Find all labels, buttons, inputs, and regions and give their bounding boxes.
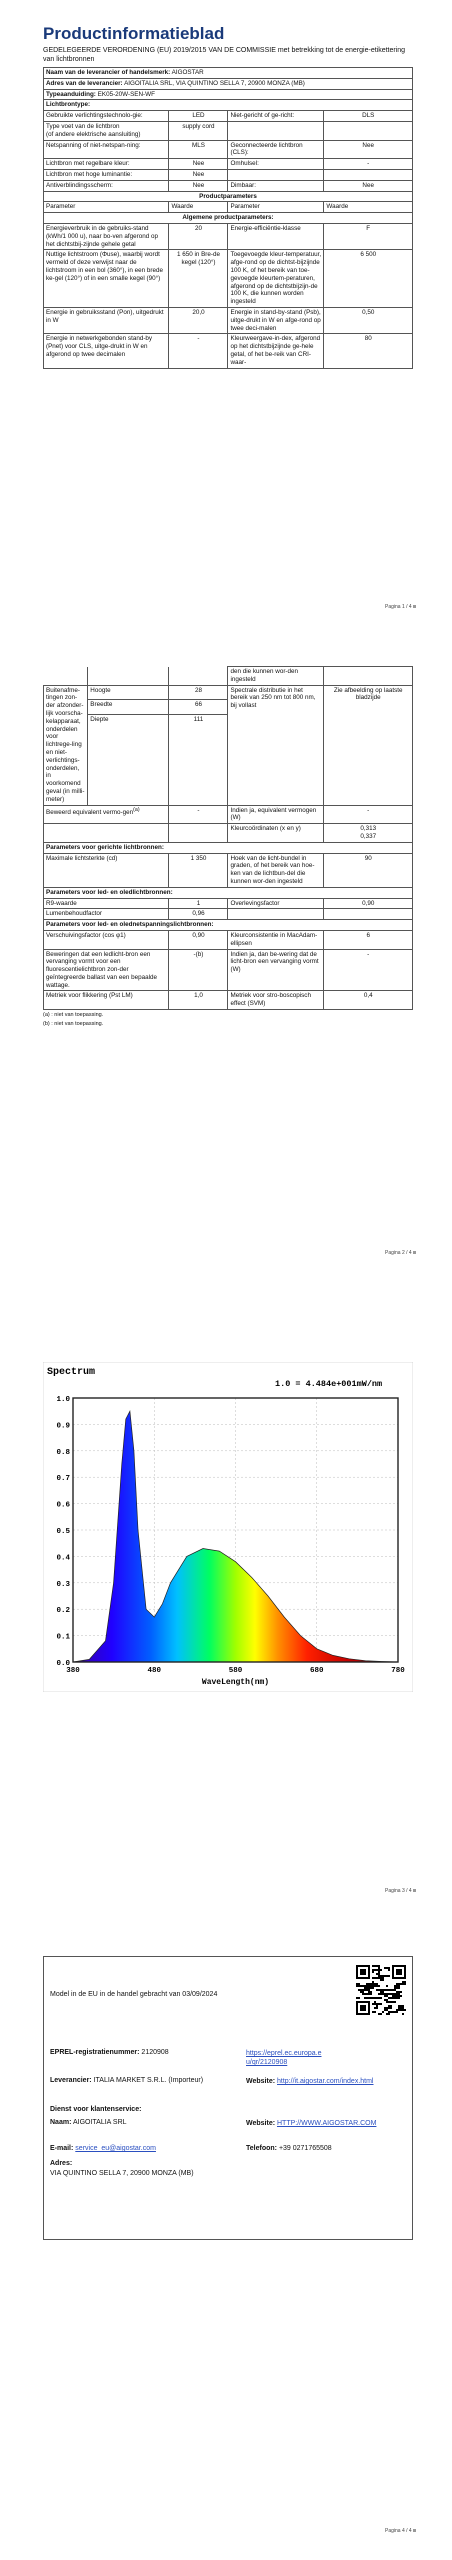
- qr-module: [360, 2005, 366, 2011]
- qr-module: [366, 1983, 368, 1985]
- qr-module: [378, 1967, 380, 1969]
- qr-module: [368, 1997, 370, 1999]
- dot-icon: [413, 605, 416, 608]
- qr-module: [386, 2009, 388, 2011]
- qr-module: [394, 2001, 396, 2003]
- qr-module: [394, 1997, 396, 1999]
- qr-module: [358, 1985, 360, 1987]
- qr-module: [378, 1965, 380, 1967]
- qr-module: [400, 1983, 402, 1985]
- qr-module: [382, 2011, 384, 2013]
- table-row: den die kunnen wor-den ingesteld: [44, 667, 413, 686]
- qr-module: [368, 1993, 370, 1995]
- x-tick-label: 380: [66, 1667, 80, 1675]
- qr-module: [398, 2009, 400, 2011]
- supplier-name-row: Naam van de leverancier of handelsmerk: AIGOSTAR: [44, 68, 413, 79]
- table-row: Nuttige lichtstroom (Φuse), waarbij wordt vermeld of deze verwijst naar de lichtstroom in een bol (360°), in een brede ke-gel (120°) of in een smalle kegel (90°) 1 650 in Bre-de kegel (120°) Toegevoegde kleur-temperatuur, afge-rond op de dichtst-bijzijnde 100 K, of het bereik van toe-gevoegde kleurtem-peraturen, afgerond op de dichtstbijzijn-de 100 K, die kunnen worden ingesteld 6 500: [44, 250, 413, 308]
- qr-module: [374, 2001, 376, 2003]
- qr-module: [400, 2009, 402, 2011]
- table-row: R9-waarde 1 Overlevingsfactor 0,90: [44, 898, 413, 909]
- qr-module: [372, 1981, 374, 1983]
- qr-module: [396, 2009, 398, 2011]
- qr-module: [368, 1989, 370, 1991]
- qr-module: [384, 1995, 386, 1997]
- qr-module: [366, 1989, 368, 1991]
- qr-module: [362, 1985, 364, 1987]
- qr-module: [366, 1997, 368, 1999]
- y-tick-label: 0.4: [56, 1554, 70, 1563]
- qr-module: [384, 1975, 386, 1977]
- qr-module: [386, 1989, 388, 1991]
- qr-module: [390, 2007, 392, 2009]
- service-header: Dienst voor klantenservice:: [50, 2106, 142, 2113]
- eprel-label: EPREL-registratienummer:: [50, 2049, 140, 2056]
- x-tick-label: 680: [309, 1667, 324, 1675]
- regulation-subtitle: GEDELEGEERDE VERORDENING (EU) 2019/2015 VAN DE COMMISSIE met betrekking tot de energie-etikettering van lichtbronnen: [43, 47, 406, 63]
- table-row: Lichtbron met regelbare kleur: Nee Omhulsel: -: [44, 159, 413, 170]
- model-row: Typeaanduiding: EK05-20W-SEN-WF: [44, 89, 413, 100]
- qr-module: [374, 2003, 376, 2005]
- y-tick-label: 1.0: [56, 1396, 70, 1404]
- page-title: Productinformatieblad: [43, 24, 225, 43]
- section-gericht: Parameters voor gerichte lichtbronnen:: [44, 842, 413, 853]
- qr-module: [396, 2011, 398, 2013]
- qr-module: [386, 1985, 388, 1987]
- table-row: Gebruikte verlichtingstechnolo-gie: LED Niet-gericht of ge-richt: DLS: [44, 111, 413, 122]
- supplier-table: [43, 67, 413, 369]
- qr-module: [386, 1995, 388, 1997]
- qr-module: [386, 1975, 388, 1977]
- qr-module: [382, 1979, 384, 1981]
- qr-code-icon[interactable]: [356, 1965, 406, 2015]
- table-row: Beweringen dat een ledlicht-bron een vervanging vormt voor een fluorescentielichtbron zon-der geïntegreerde ballast van een bepaalde wattage. -(b) Indien ja, dan be-wering dat de licht-bron een vervanging vormt (W) -: [44, 949, 413, 991]
- page-2: [0, 640, 452, 1280]
- qr-module: [378, 1977, 380, 1979]
- qr-module: [388, 2007, 390, 2009]
- x-tick-label: 480: [147, 1667, 162, 1675]
- qr-module: [402, 1981, 404, 1983]
- qr-module: [386, 2001, 388, 2003]
- table-row: Verschuivingsfactor (cos φ1) 0,90 Kleurconsistentie in MacAdam-ellipsen 6: [44, 930, 413, 949]
- qr-module: [366, 1985, 368, 1987]
- eprel-link[interactable]: https://eprel.ec.europa.eu/qr/2120908: [246, 2050, 322, 2066]
- name-label: Naam:: [50, 2119, 72, 2126]
- qr-module: [374, 2007, 376, 2009]
- qr-module: [394, 1995, 396, 1997]
- qr-module: [392, 1989, 394, 1991]
- qr-module: [378, 1975, 380, 1977]
- qr-module: [360, 1989, 362, 1991]
- qr-module: [396, 1987, 398, 1989]
- qr-module: [378, 1969, 380, 1971]
- qr-module: [388, 2001, 390, 2003]
- qr-module: [364, 1985, 366, 1987]
- qr-module: [372, 1977, 374, 1979]
- qr-module: [398, 1983, 400, 1985]
- qr-module: [394, 1993, 396, 1995]
- qr-module: [366, 1987, 368, 1989]
- qr-module: [402, 2009, 404, 2011]
- qr-module: [390, 2011, 392, 2013]
- qr-module: [370, 1997, 372, 1999]
- section-led: Parameters voor led- en oledlichtbronnen:: [44, 887, 413, 898]
- qr-module: [380, 1969, 382, 1971]
- y-tick-label: 0.0: [56, 1660, 70, 1668]
- qr-module: [382, 1991, 384, 1993]
- qr-module: [404, 1983, 406, 1985]
- table-row: Metriek voor flikkering (Pst LM) 1,0 Metriek voor stro-boscopisch effect (SVM) 0,4: [44, 991, 413, 1010]
- qr-module: [382, 1975, 384, 1977]
- qr-module: [356, 1983, 358, 1985]
- qr-module: [374, 1983, 376, 1985]
- section-productparameters: Productparameters: [44, 191, 413, 202]
- qr-module: [372, 2003, 374, 2005]
- table-row: Maximale lichtsterkte (cd) 1 350 Hoek van de licht-bundel in graden, of het bereik van hoe-ken van de lichtbun-del die kunnen wor-den ingesteld 90: [44, 853, 413, 887]
- qr-module: [368, 1983, 370, 1985]
- qr-module: [384, 1999, 386, 2001]
- qr-module: [388, 1993, 390, 1995]
- qr-module: [374, 1969, 376, 1971]
- qr-module: [396, 1985, 398, 1987]
- qr-module: [358, 1983, 360, 1985]
- qr-module: [374, 1997, 376, 1999]
- table-row: Beweerd equivalent vermo-gen$^{(a)}$ - Indien ja, equivalent vermogen (W) -: [44, 805, 413, 824]
- qr-module: [396, 1991, 398, 1993]
- qr-module: [398, 2007, 400, 2009]
- qr-module: [384, 1989, 386, 1991]
- email-link[interactable]: service_eu@aigostar.com: [75, 2145, 156, 2152]
- qr-module: [380, 1997, 382, 1999]
- qr-module: [376, 1977, 378, 1979]
- chart-title: Spectrum: [47, 1367, 96, 1378]
- qr-module: [364, 1993, 366, 1995]
- supplier-address-row: Adres van de leverancier: AIGOITALIA SRL, VIA QUINTINO SELLA 7, 20900 MONZA (MB): [44, 78, 413, 89]
- qr-module: [388, 1975, 390, 1977]
- qr-module: [372, 1969, 374, 1971]
- qr-module: [364, 1989, 366, 1991]
- qr-module: [372, 1987, 374, 1989]
- qr-module: [398, 1987, 400, 1989]
- qr-module: [380, 1975, 382, 1977]
- qr-module: [390, 2001, 392, 2003]
- table-row: Energieverbruik in de gebruiks-stand (kWh/1 000 u), naar bo-ven afgerond op het dichtstbij-zijnde gehele getal 20 Energie-efficiëntie-klasse F: [44, 223, 413, 249]
- qr-module: [376, 1969, 378, 1971]
- spectrum-chart: [43, 1362, 413, 1692]
- qr-module: [368, 1991, 370, 1993]
- dot-icon: [413, 1889, 416, 1892]
- qr-module: [370, 1985, 372, 1987]
- qr-module: [376, 1985, 378, 1987]
- qr-module: [400, 2007, 402, 2009]
- qr-module: [390, 2005, 392, 2007]
- qr-module: [396, 1993, 398, 1995]
- qr-module: [386, 2007, 388, 2009]
- column-headers: Parameter Waarde Parameter Waarde: [44, 202, 413, 213]
- qr-module: [370, 1987, 372, 1989]
- qr-module: [388, 1967, 390, 1969]
- page-2-content: [43, 666, 413, 1028]
- qr-module: [362, 1991, 364, 1993]
- qr-module: [382, 1993, 384, 1995]
- address-label: Adres:: [50, 2160, 73, 2167]
- qr-module: [394, 1985, 396, 1987]
- qr-module: [362, 1993, 364, 1995]
- qr-module: [378, 1973, 380, 1975]
- footnote-a: (a) : niet van toepassing.: [43, 1012, 104, 1019]
- dot-icon: [413, 1251, 416, 1254]
- qr-module: [378, 1985, 380, 1987]
- y-tick-label: 0.5: [56, 1528, 70, 1536]
- qr-module: [380, 1989, 382, 1991]
- qr-module: [396, 1995, 398, 1997]
- page-4-number: Pagina 4 / 4: [385, 2528, 416, 2534]
- qr-module: [384, 2009, 386, 2011]
- qr-module: [376, 1965, 378, 1967]
- y-tick-label: 0.8: [56, 1448, 70, 1457]
- qr-module: [392, 1993, 394, 1995]
- qr-module: [378, 2003, 380, 2005]
- section-algemene: Algemene productparameters:: [44, 213, 413, 224]
- qr-module: [392, 2001, 394, 2003]
- x-tick-label: 580: [228, 1667, 243, 1675]
- qr-module: [380, 1979, 382, 1981]
- qr-module: [398, 1997, 400, 1999]
- table-row: Energie in gebruiksstand (Pon), uitgedrukt in W 20,0 Energie in stand-by-stand (Psb), uitge-drukt in W en afge-rond op twee deci-malen 0,50: [44, 307, 413, 333]
- qr-module: [378, 1993, 380, 1995]
- qr-module: [376, 1983, 378, 1985]
- qr-module: [374, 1985, 376, 1987]
- qr-module: [378, 2013, 380, 2015]
- website-link[interactable]: http://it.aigostar.com/index.html: [277, 2078, 374, 2085]
- qr-module: [398, 1985, 400, 1987]
- qr-module: [398, 1993, 400, 1995]
- qr-module: [370, 1991, 372, 1993]
- qr-module: [380, 2003, 382, 2005]
- qr-module: [392, 1995, 394, 1997]
- qr-module: [402, 1983, 404, 1985]
- section-net: Parameters voor led- en olednetspanningslichtbronnen:: [44, 920, 413, 931]
- qr-module: [398, 1995, 400, 1997]
- qr-module: [400, 1991, 402, 1993]
- page-3-number: Pagina 3 / 4: [385, 1888, 416, 1894]
- qr-module: [396, 1997, 398, 1999]
- qr-module: [370, 1983, 372, 1985]
- y-tick-label: 0.9: [56, 1422, 70, 1431]
- table-row: Lichtbron met hoge luminantie: Nee: [44, 169, 413, 180]
- qr-module: [358, 1997, 360, 1999]
- qr-module: [388, 2005, 390, 2007]
- qr-module: [378, 1971, 380, 1973]
- qr-module: [378, 1997, 380, 1999]
- qr-module: [384, 2007, 386, 2009]
- qr-module: [388, 2013, 390, 2015]
- phone-value: +39 0271765508: [278, 2145, 332, 2152]
- footnote-b: (b) : niet van toepassing.: [43, 1021, 104, 1028]
- qr-module: [394, 1989, 396, 1991]
- qr-module: [356, 1997, 358, 1999]
- qr-module: [380, 1993, 382, 1995]
- supplier-label: Leverancier:: [50, 2077, 92, 2084]
- qr-module: [392, 1997, 394, 1999]
- table-row: Antiverblindingsscherm: Nee Dimbaar: Nee: [44, 180, 413, 191]
- table-row: Netspanning of niet-netspan-ning: MLS Geconnecteerde lichtbron (CLS): Nee: [44, 140, 413, 159]
- qr-module: [356, 1985, 358, 1987]
- qr-module: [398, 1991, 400, 1993]
- qr-module: [398, 2005, 400, 2007]
- qr-module: [382, 1989, 384, 1991]
- y-tick-label: 0.3: [56, 1580, 70, 1589]
- y-tick-label: 0.6: [56, 1501, 70, 1510]
- dims-row: Breedte 66: [44, 700, 413, 714]
- qr-module: [388, 2011, 390, 2013]
- placed-on-market: Model in de EU in de handel gebracht van 03/09/2024: [50, 1991, 218, 1998]
- qr-module: [378, 1989, 380, 1991]
- qr-module: [368, 1987, 370, 1989]
- table-row: Energie in netwerkgebonden stand-by (Pnet) voor CLS, uitge-drukt in W en afgerond op twee decimalen - Kleurweergave-in-dex, afgerond op het dichtstbijzijnde ge-hele getal, of het be-reik van CRI-waar- 80: [44, 334, 413, 368]
- qr-module: [396, 1983, 398, 1985]
- qr-module: [384, 1967, 386, 1969]
- qr-module: [358, 1989, 360, 1991]
- qr-module: [402, 2013, 404, 2015]
- qr-module: [376, 1997, 378, 1999]
- qr-module: [402, 2007, 404, 2009]
- qr-module: [386, 1993, 388, 1995]
- website2-label: Website:: [246, 2120, 276, 2127]
- qr-module: [364, 1997, 366, 1999]
- qr-module: [402, 2005, 404, 2007]
- y-tick-label: 0.2: [56, 1607, 70, 1616]
- qr-module: [386, 1999, 388, 2001]
- qr-module: [390, 1989, 392, 1991]
- qr-module: [372, 1985, 374, 1987]
- qr-module: [360, 1969, 366, 1975]
- dot-icon: [413, 2529, 416, 2532]
- qr-module: [376, 1989, 378, 1991]
- qr-module: [400, 1995, 402, 1997]
- qr-module: [360, 1991, 362, 1993]
- y-tick-label: 0.7: [56, 1475, 70, 1484]
- qr-module: [390, 1993, 392, 1995]
- qr-module: [384, 1993, 386, 1995]
- page-number: Pagina 2 / 4: [385, 1250, 416, 1256]
- dims-row: Diepte 111: [44, 714, 413, 805]
- qr-module: [360, 1985, 362, 1987]
- y-tick-label: 0.1: [56, 1633, 70, 1642]
- qr-module: [404, 2009, 406, 2011]
- qr-module: [376, 1973, 378, 1975]
- qr-module: [396, 1969, 402, 1975]
- qr-module: [372, 2011, 374, 2013]
- qr-module: [400, 2005, 402, 2007]
- eprel-value: 2120908: [141, 2049, 169, 2056]
- qr-module: [388, 1969, 390, 1971]
- website-label: Website:: [246, 2078, 276, 2085]
- parameters-table-continued: [43, 666, 413, 1010]
- qr-module: [362, 1989, 364, 1991]
- dims-row: Buitenafme-tingen zon-der afzonder-lijk voorscha-kelapparaat, onderdelen voor lichtrege-ling en niet-verlichtings-onderdelen, in voorkomend geval (in milli-meter) Hoogte 28 Spectrale distributie in het bereik van 250 nm tot 800 nm, bij vollast Zie afbeelding op laatste bladzijde: [44, 685, 413, 699]
- qr-module: [364, 1987, 366, 1989]
- x-axis-label: WaveLength(nm): [201, 1678, 270, 1687]
- qr-module: [376, 2003, 378, 2005]
- qr-module: [394, 1987, 396, 1989]
- section-lichtbrontype: Lichtbrontype:: [44, 100, 413, 111]
- qr-module: [380, 1991, 382, 1993]
- page-number: Pagina 1 / 4: [385, 604, 416, 610]
- qr-module: [372, 1965, 374, 1967]
- qr-module: [390, 1997, 392, 1999]
- page-1: [0, 0, 452, 640]
- qr-module: [388, 1997, 390, 1999]
- qr-module: [388, 1989, 390, 1991]
- website2-link[interactable]: HTTP://WWW.AIGOSTAR.COM: [277, 2120, 377, 2127]
- qr-module: [386, 1967, 388, 1969]
- name-value: AIGOITALIA SRL: [72, 2119, 127, 2126]
- email-label: E-mail:: [50, 2145, 74, 2152]
- phone-label: Telefoon:: [246, 2145, 277, 2152]
- page-1-content: [43, 24, 413, 369]
- qr-module: [380, 1977, 382, 1979]
- address-value: VIA QUINTINO SELLA 7, 20900 MONZA (MB): [50, 2170, 194, 2177]
- chart-annotation: 1.0 = 4.484e+001mW/nm: [275, 1379, 383, 1389]
- qr-module: [374, 1965, 376, 1967]
- qr-module: [370, 1993, 372, 1995]
- qr-module: [404, 1981, 406, 1983]
- qr-module: [366, 1993, 368, 1995]
- qr-module: [372, 1971, 374, 1973]
- qr-module: [380, 2013, 382, 2015]
- table-row: Lumenbehoudfactor 0,96: [44, 909, 413, 920]
- table-row: Type voet van de lichtbron (of andere elektrische aansluiting) supply cord: [44, 121, 413, 140]
- qr-module: [376, 2005, 378, 2007]
- qr-module: [372, 1983, 374, 1985]
- qr-module: [382, 1977, 384, 1979]
- qr-module: [386, 2013, 388, 2015]
- product-info-box: [43, 1956, 413, 2240]
- qr-module: [374, 2011, 376, 2013]
- qr-module: [368, 1985, 370, 1987]
- supplier-value: ITALIA MARKET S.R.L. (Importeur): [93, 2077, 204, 2084]
- qr-module: [372, 1997, 374, 1999]
- qr-module: [374, 1977, 376, 1979]
- qr-module: [392, 2011, 394, 2013]
- qr-module: [394, 2011, 396, 2013]
- qr-module: [376, 2007, 378, 2009]
- table-row: Kleurcoördinaten (x en y) 0,313 0,337: [44, 824, 413, 843]
- x-tick-label: 780: [391, 1667, 405, 1675]
